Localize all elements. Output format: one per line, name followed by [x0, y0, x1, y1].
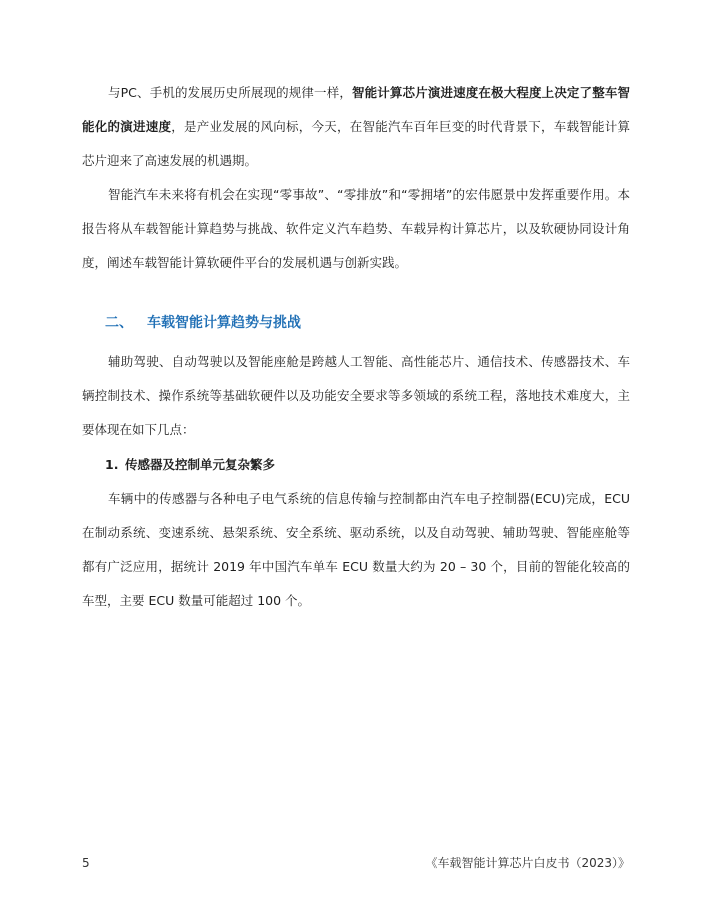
paragraph-text: 与PC、手机的发展历史所展现的规律一样，: [108, 85, 352, 100]
paragraph-text: 辅助驾驶、自动驾驶以及智能座舱是跨越人工智能、高性能芯片、通信技术、传感器技术、车辆控制技术、操作系统等基础软硬件以及功能安全要求等多领域的系统工程，落地技术难度大，主要体现在如下几点：: [82, 354, 630, 437]
page-number: 5: [82, 856, 90, 870]
paragraph-challenges: [82, 345, 630, 447]
paragraph-ecu: [82, 482, 630, 618]
section-number: 二、: [105, 315, 133, 331]
paragraph-text: 车辆中的传感器与各种电子电气系统的信息传输与控制都由汽车电子控制器(ECU)完成，ECU 在制动系统、变速系统、悬架系统、安全系统、驱动系统，以及自动驾驶、辅助驾驶、智能座舱等都有广泛应用，据统计 2019 年中国汽车单车 ECU 数量大约为 20 – 30 个，目前的智能化较高的车型，主要 ECU 数量可能超过 100 个。: [82, 491, 630, 608]
section-title: 车载智能计算趋势与挑战: [147, 315, 301, 331]
paragraph-bold-text: 智能计算芯片演进速度在极大程度上决定了整车智能化的演进速度: [82, 85, 630, 134]
section-heading: [105, 306, 301, 340]
paragraph-intro: [82, 76, 630, 178]
paragraph-text: ，是产业发展的风向标，今天，在智能汽车百年巨变的时代背景下，车载智能计算芯片迎来了高速发展的机遇期。: [82, 119, 630, 168]
paragraph-text: 智能汽车未来将有机会在实现“零事故”、“零排放”和“零拥堵”的宏伟愿景中发挥重要作用。本报告将从车载智能计算趋势与挑战、软件定义汽车趋势、车载异构计算芯片，以及软硬协同设计角度，阐述车载智能计算软硬件平台的发展机遇与创新实践。: [82, 187, 630, 270]
subsection-heading: [105, 448, 275, 482]
subsection-number: 1.: [105, 457, 119, 472]
paragraph-report-scope: [82, 178, 630, 280]
subsection-title: 传感器及控制单元复杂繁多: [125, 457, 276, 472]
footer-document-title: 《车载智能计算芯片白皮书（2023）》: [425, 856, 630, 870]
